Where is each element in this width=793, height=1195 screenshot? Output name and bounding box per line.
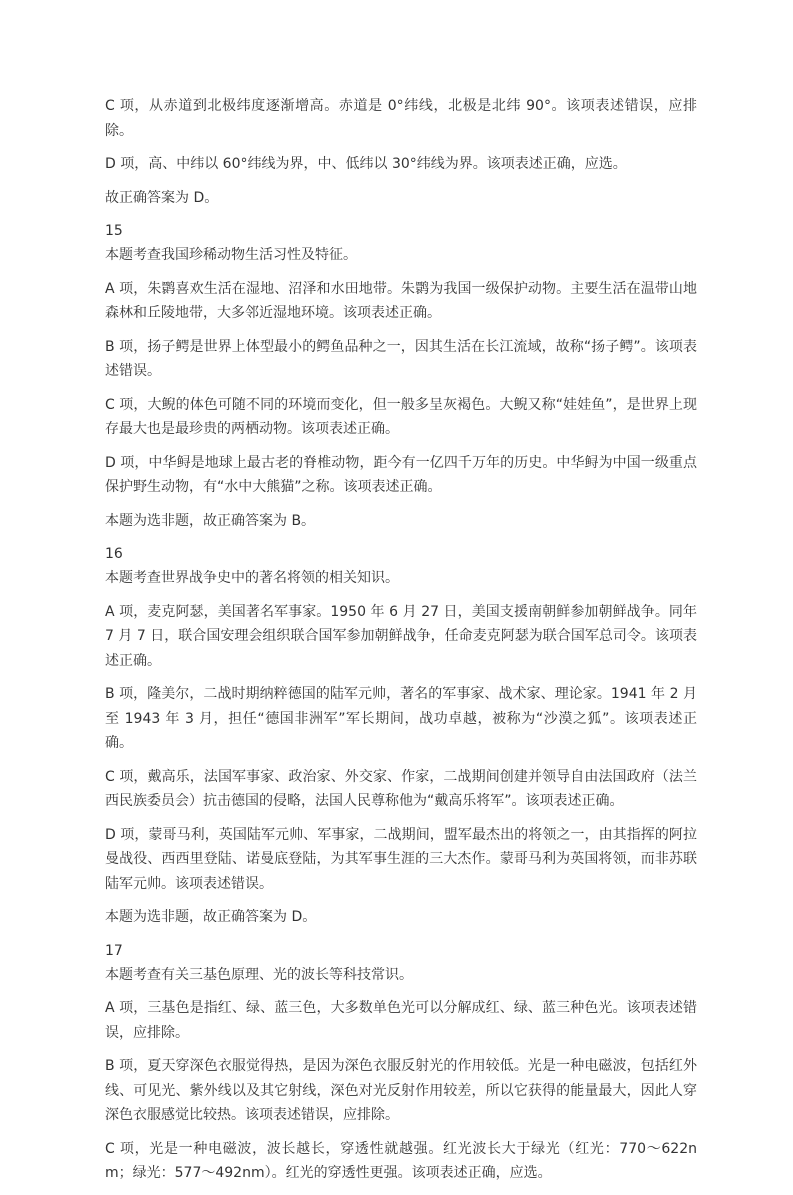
paragraph: A 项，朱鹮喜欢生活在湿地、沼泽和水田地带。朱鹮为我国一级保护动物。主要生活在温带山地森林和丘陵地带，大多邻近湿地环境。该项表述正确。: [105, 280, 697, 321]
paragraph: 本题为选非题，故正确答案为 D。: [105, 909, 317, 925]
paragraph: B 项，隆美尔，二战时期纳粹德国的陆军元帅，著名的军事家、战术家、理论家。1941 年 2 月至 1943 年 3 月，担任“德国非洲军”军长期间，战功卓越，被称为“沙漠之狐”。该项表述正确。: [105, 686, 697, 751]
paragraph: C 项，戴高乐，法国军事家、政治家、外交家、作家，二战期间创建并领导自由法国政府（法兰西民族委员会）抗击德国的侵略，法国人民尊称他为“戴高乐将军”。该项表述正确。: [105, 768, 697, 809]
question-number: 15: [105, 223, 123, 239]
question-number: 16: [105, 546, 123, 562]
paragraph: A 项，三基色是指红、绿、蓝三色，大多数单色光可以分解成红、绿、蓝三种色光。该项表述错误，应排除。: [105, 1000, 697, 1041]
paragraph: 本题考查我国珍稀动物生活习性及特征。: [105, 247, 357, 263]
document-body: [105, 94, 697, 1195]
question-number: 17: [105, 942, 123, 959]
paragraph: C 项，光是一种电磁波，波长越长，穿透性就越强。红光波长大于绿光（红光：770～622nm；绿光：577～492nm）。红光的穿透性更强。该项表述正确，应选。: [105, 1140, 697, 1181]
paragraph: 本题考查世界战争史中的著名将领的相关知识。: [105, 570, 399, 586]
paragraph: 本题为选非题，故正确答案为 B。: [105, 512, 316, 529]
paragraph: B 项，夏天穿深色衣服觉得热，是因为深色衣服反射光的作用较低。光是一种电磁波，包括红外线、可见光、紫外线以及其它射线，深色对光反射作用较差，所以它获得的能量最大，因此人穿深色衣服感觉比较热。该项表述错误，应排除。: [105, 1058, 697, 1123]
paragraph: 故正确答案为 D。: [105, 189, 219, 206]
paragraph: D 项，中华鲟是地球上最古老的脊椎动物，距今有一亿四千万年的历史。中华鲟为中国一级重点保护野生动物，有“水中大熊猫”之称。该项表述正确。: [105, 454, 697, 495]
paragraph: C 项，大鲵的体色可随不同的环境而变化，但一般多呈灰褐色。大鲵又称“娃娃鱼”，是世界上现存最大也是最珍贵的两栖动物。该项表述正确。: [105, 396, 697, 437]
paragraph: 本题考查有关三基色原理、光的波长等科技常识。: [105, 966, 413, 983]
paragraph: C 项，从赤道到北极纬度逐渐增高。赤道是 0°纬线，北极是北纬 90°。该项表述错误，应排除。: [105, 98, 697, 139]
paragraph: D 项，蒙哥马利，英国陆军元帅、军事家，二战期间，盟军最杰出的将领之一，由其指挥的阿拉曼战役、西西里登陆、诺曼底登陆，为其军事生涯的三大杰作。蒙哥马利为英国将领，而非苏联陆军元帅。该项表述错误。: [105, 826, 697, 892]
paragraph: A 项，麦克阿瑟，美国著名军事家。1950 年 6 月 27 日，美国支援南朝鲜参加朝鲜战争。同年 7 月 7 日，联合国安理会组织联合国军参加朝鲜战争，任命麦克阿瑟为联合国军总司令。该项表述正确。: [105, 603, 697, 669]
paragraph: B 项，扬子鳄是世界上体型最小的鳄鱼品种之一，因其生活在长江流域，故称“扬子鳄”。该项表述错误。: [105, 338, 697, 379]
paragraph: D 项，高、中纬以 60°纬线为界，中、低纬以 30°纬线为界。该项表述正确，应选。: [105, 156, 627, 172]
